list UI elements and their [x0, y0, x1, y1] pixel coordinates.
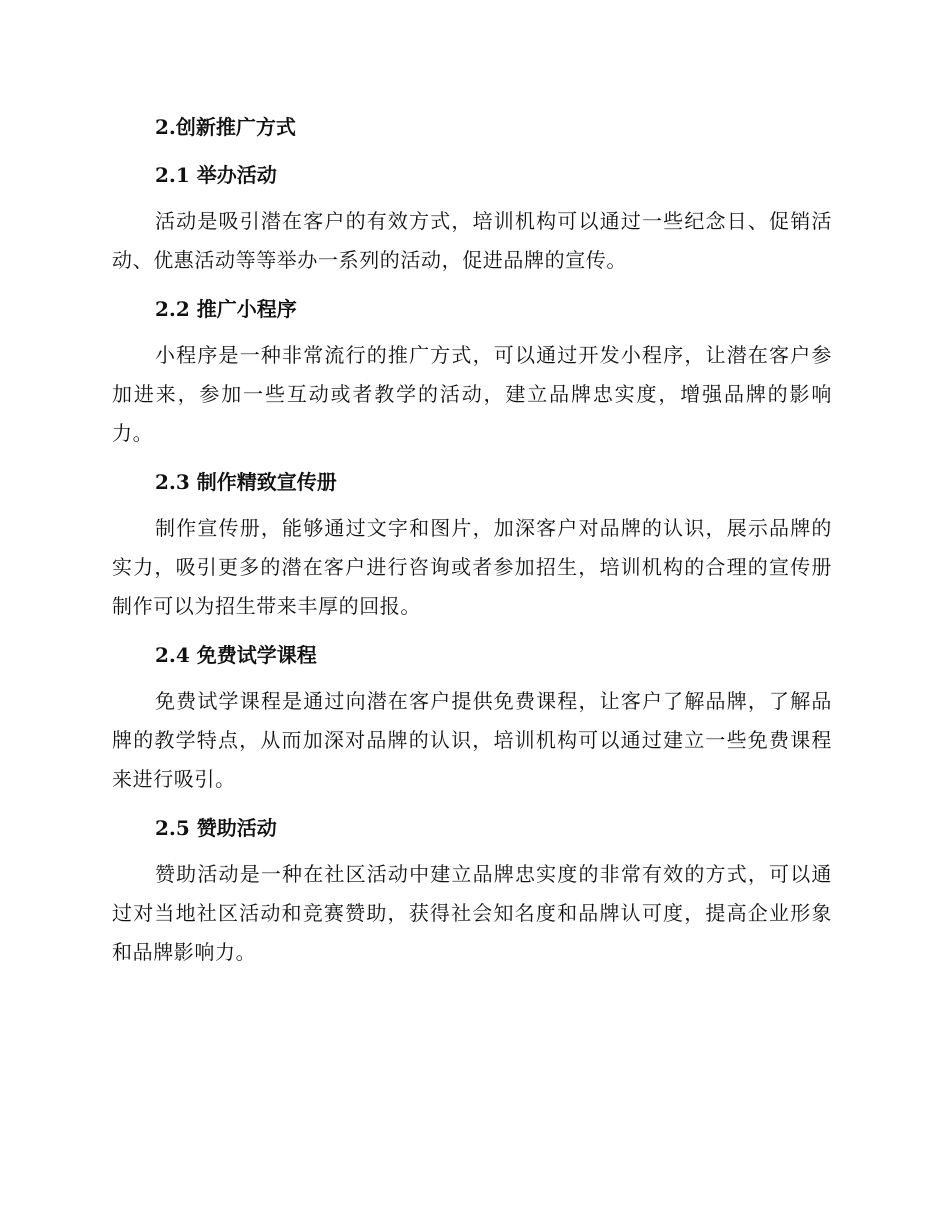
- subsection-title: 2.2 推广小程序: [155, 297, 297, 321]
- subsection-2-1: [112, 156, 832, 280]
- subsection-title: 2.4 免费试学课程: [155, 643, 317, 667]
- subsection-title: 2.3 制作精致宣传册: [155, 470, 337, 494]
- subsection-body: 小程序是一种非常流行的推广方式，可以通过开发小程序，让潜在客户参加进来，参加一些互动或者教学的活动，建立品牌忠实度，增强品牌的影响力。: [112, 343, 832, 445]
- subsection-body: 免费试学课程是通过向潜在客户提供免费课程，让客户了解品牌，了解品牌的教学特点，从而加深对品牌的认识，培训机构可以通过建立一些免费课程来进行吸引。: [112, 689, 832, 791]
- subsection-2-3: [112, 463, 832, 626]
- subsection-body: 制作宣传册，能够通过文字和图片，加深客户对品牌的认识，展示品牌的实力，吸引更多的潜在客户进行咨询或者参加招生，培训机构的合理的宣传册制作可以为招生带来丰厚的回报。: [112, 516, 832, 618]
- subsection-2-4: [112, 636, 832, 799]
- subsection-2-5: [112, 809, 832, 972]
- section-heading: 2.创新推广方式: [155, 115, 296, 139]
- subsection-body: 赞助活动是一种在社区活动中建立品牌忠实度的非常有效的方式，可以通过对当地社区活动和竞赛赞助，获得社会知名度和品牌认可度，提高企业形象和品牌影响力。: [112, 862, 832, 964]
- subsection-title: 2.5 赞助活动: [155, 816, 277, 840]
- subsection-2-2: [112, 290, 832, 453]
- document-content: [112, 108, 832, 972]
- subsection-title: 2.1 举办活动: [155, 163, 277, 187]
- subsection-body: 活动是吸引潜在客户的有效方式，培训机构可以通过一些纪念日、促销活动、优惠活动等等举办一系列的活动，促进品牌的宣传。: [112, 209, 832, 272]
